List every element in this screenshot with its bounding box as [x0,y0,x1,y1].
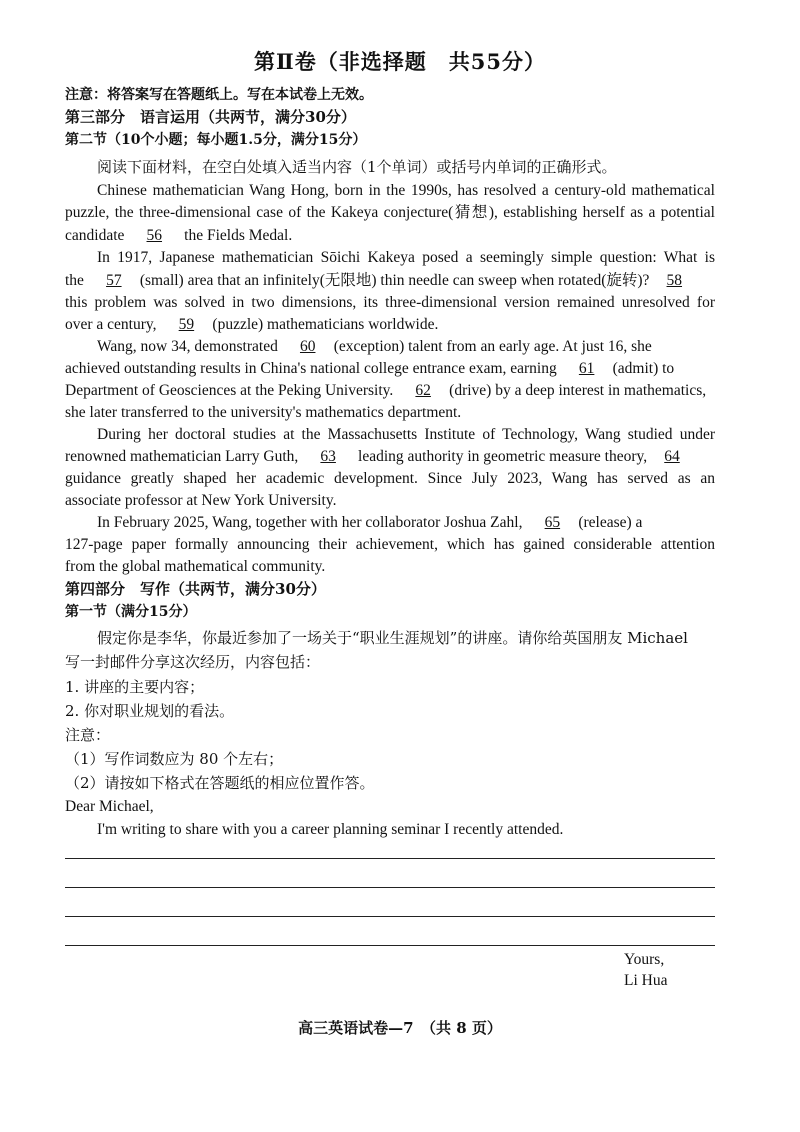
part3-heading: 第三部分 语言运用（共两节，满分30分） [65,108,356,126]
writing-prompt: 假定你是李华，你最近参加了一场关于“职业生涯规划”的讲座。请你给英国朋友 Michael [97,629,688,647]
passage-line: Chinese mathematician Wang Hong, born in the 1990s, has resolved a century-old mathematical [97,182,715,199]
passage-line: In 1917, Japanese mathematician Sōichi Kakeya posed a seemingly simple question: What is [97,249,715,266]
answer-line[interactable] [65,887,715,888]
opening-sentence: I'm writing to share with you a career planning seminar I recently attended. [97,821,564,838]
passage-text: candidate [65,227,125,244]
passage-line: During her doctoral studies at the Massachusetts Institute of Technology, Wang studied under [97,426,715,443]
passage-text: leading authority in geometric measure theory, [358,448,648,465]
writing-prompt: 写一封邮件分享这次经历，内容包括： [65,653,321,671]
blank-64[interactable]: 64 [664,448,680,465]
section1-heading: 第一节（满分15分） [65,604,197,620]
blank-57[interactable]: 57 [106,272,122,289]
note-label: 注意： [65,726,111,744]
passage-line [65,380,715,402]
passage-text: (release) a [578,514,643,531]
instruction: 阅读下面材料，在空白处填入适当内容（1个单词）或括号内单词的正确形式。 [97,158,617,176]
answer-line[interactable] [65,916,715,917]
section2-heading: 第二节（10个小题；每小题1.5分，满分15分） [65,132,367,148]
blank-61[interactable]: 61 [578,360,595,377]
content-item: 2. 你对职业规划的看法。 [65,702,235,720]
volume-title: 第Ⅱ卷（非选择题 共55分） [254,49,546,74]
passage-line [65,446,715,468]
blank-62[interactable]: 62 [415,382,431,399]
note-item: （2）请按如下格式在答题纸的相应位置作答。 [65,774,375,792]
blank-58[interactable]: 58 [666,272,683,289]
answer-line[interactable] [65,858,715,859]
part4-heading: 第四部分 写作（共两节，满分30分） [65,580,326,598]
salutation: Dear Michael, [65,798,154,815]
passage-text: (admit) to [612,360,675,377]
answer-line[interactable] [65,945,715,946]
passage-line [65,358,715,380]
passage-line: 127-page paper formally announcing their achievement, which has gained considerable attention [65,536,715,553]
passage-line: she later transferred to the university's mathematics department. [65,404,462,421]
closing: Yours, [624,951,665,968]
passage-text: the Fields Medal. [184,227,293,244]
note-item: （1）写作词数应为 80 个左右； [65,750,284,768]
passage-line [65,314,715,336]
blank-60[interactable]: 60 [299,338,316,355]
passage-text: renowned mathematician Larry Guth, [65,448,299,465]
blank-59[interactable]: 59 [178,316,195,333]
passage-text: (exception) talent from an early age. At just 16, she [333,338,652,355]
passage-line: this problem was solved in two dimensions, its three-dimensional version remained unresolved for [65,294,715,311]
passage-line [65,512,715,534]
passage-text: the [65,272,84,289]
passage-line [65,225,715,247]
blank-63[interactable]: 63 [320,448,336,465]
passage-text: (puzzle) mathematicians worldwide. [212,316,439,333]
passage-text: over a century, [65,316,157,333]
passage-text: In February 2025, Wang, together with her collaborator Joshua Zahl, [97,514,523,531]
content-item: 1. 讲座的主要内容； [65,678,205,696]
passage-line [65,270,715,292]
passage-line: guidance greatly shaped her academic development. Since July 2023, Wang has served as an [65,470,715,487]
passage-line: from the global mathematical community. [65,558,326,575]
passage-line: associate professor at New York University. [65,492,337,509]
passage-text: achieved outstanding results in China's national college entrance exam, earning [65,360,557,377]
passage-line: puzzle, the three-dimensional case of the Kakeya conjecture(猜想), establishing herself as a potential [65,204,715,221]
blank-56[interactable]: 56 [146,227,163,244]
passage-text: Wang, now 34, demonstrated [97,338,278,355]
notice: 注意：将答案写在答题纸上。写在本试卷上无效。 [65,87,373,103]
passage-text: (small) area that an infinitely(无限地) thin needle can sweep when rotated(旋转)? [139,272,650,289]
signature: Li Hua [624,972,668,989]
blank-65[interactable]: 65 [544,514,561,531]
passage-text: Department of Geosciences at the Peking University. [65,382,394,399]
page-footer: 高三英语试卷—7 （共 8 页） [298,1019,502,1037]
passage-line [65,336,715,358]
passage-text: (drive) by a deep interest in mathematics, [449,382,707,399]
